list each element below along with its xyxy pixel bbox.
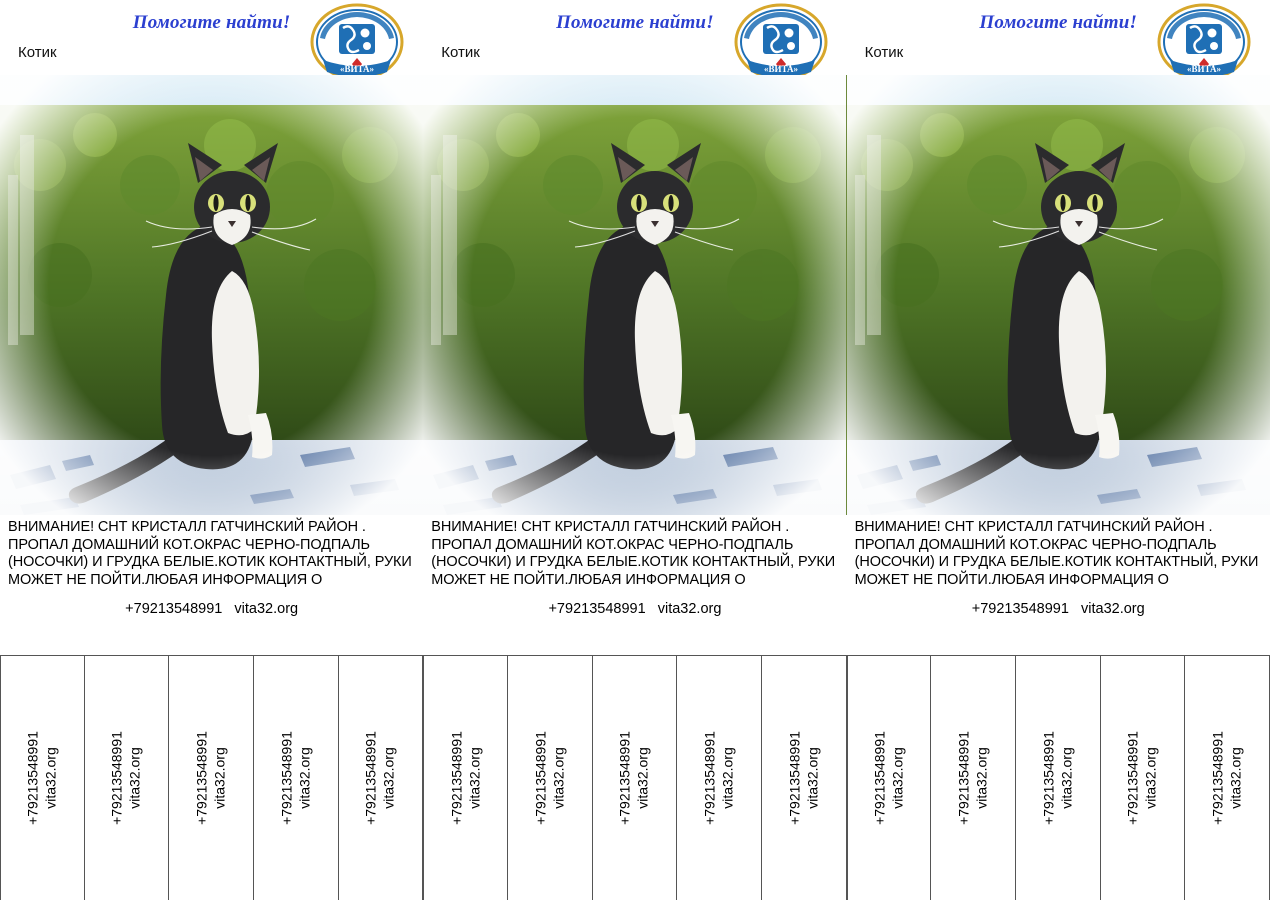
tear-off-tab-text bbox=[25, 731, 60, 825]
tear-off-site: vita32.org bbox=[549, 747, 566, 809]
tear-off-site: vita32.org bbox=[42, 747, 59, 809]
tear-off-tab-text bbox=[109, 731, 144, 825]
tear-off-site: vita32.org bbox=[973, 747, 990, 809]
flyer-contact: +79213548991 vita32.org bbox=[548, 601, 722, 618]
tear-off-tab-text bbox=[786, 731, 821, 825]
tear-off-phone: +79213548991 bbox=[448, 731, 465, 825]
flyer-copy-2 bbox=[423, 0, 846, 900]
cat-photo bbox=[0, 75, 423, 515]
tear-off-tab-text bbox=[278, 731, 313, 825]
tear-off-tab[interactable] bbox=[508, 656, 593, 900]
tear-off-tab[interactable] bbox=[1101, 656, 1186, 900]
tear-off-tab[interactable] bbox=[254, 656, 339, 900]
tear-off-site: vita32.org bbox=[465, 747, 482, 809]
tear-off-phone: +79213548991 bbox=[955, 731, 972, 825]
flyer-description: ВНИМАНИЕ! СНТ КРИСТАЛЛ ГАТЧИНСКИЙ РАЙОН . ПРОПАЛ ДОМАШНИЙ КОТ.ОКРАС ЧЕРНО-ПОДПАЛЬ (НОСОЧКИ) И ГРУДКА БЕЛЫЕ.КОТИК КОНТАКТНЫЙ, РУКИ МОЖЕТ НЕ ПОЙТИ.ЛЮБАЯ ИНФОРМАЦИЯ О bbox=[854, 519, 1259, 588]
svg-text:«ВИТА»: «ВИТА» bbox=[1186, 64, 1221, 74]
tear-off-strip-row bbox=[423, 655, 846, 900]
tear-off-tab-text bbox=[448, 731, 483, 825]
svg-text:«ВИТА»: «ВИТА» bbox=[340, 64, 375, 74]
tear-off-phone: +79213548991 bbox=[532, 731, 549, 825]
flyer-subtitle: Котик bbox=[441, 44, 480, 61]
tear-off-phone: +79213548991 bbox=[193, 731, 210, 825]
tear-off-tab[interactable] bbox=[1185, 656, 1270, 900]
flyer-header bbox=[423, 0, 846, 75]
tear-off-strip-row bbox=[847, 655, 1270, 900]
flyer-description: ВНИМАНИЕ! СНТ КРИСТАЛЛ ГАТЧИНСКИЙ РАЙОН . ПРОПАЛ ДОМАШНИЙ КОТ.ОКРАС ЧЕРНО-ПОДПАЛЬ (НОСОЧКИ) И ГРУДКА БЕЛЫЕ.КОТИК КОНТАКТНЫЙ, РУКИ МОЖЕТ НЕ ПОЙТИ.ЛЮБАЯ ИНФОРМАЦИЯ О bbox=[431, 519, 836, 588]
flyer-contact: +79213548991 vita32.org bbox=[971, 601, 1145, 618]
page-title: Помогите найти! bbox=[979, 12, 1138, 33]
tear-off-site: vita32.org bbox=[1057, 747, 1074, 809]
flyer-header bbox=[0, 0, 423, 75]
cat-photo bbox=[847, 75, 1270, 515]
flyer-description: ВНИМАНИЕ! СНТ КРИСТАЛЛ ГАТЧИНСКИЙ РАЙОН . ПРОПАЛ ДОМАШНИЙ КОТ.ОКРАС ЧЕРНО-ПОДПАЛЬ (НОСОЧКИ) И ГРУДКА БЕЛЫЕ.КОТИК КОНТАКТНЫЙ, РУКИ МОЖЕТ НЕ ПОЙТИ.ЛЮБАЯ ИНФОРМАЦИЯ О bbox=[8, 519, 412, 588]
tear-off-site: vita32.org bbox=[888, 747, 905, 809]
cat-photo bbox=[423, 75, 846, 515]
tear-off-tab[interactable] bbox=[931, 656, 1016, 900]
flyer-subtitle: Котик bbox=[864, 44, 904, 61]
tear-off-phone: +79213548991 bbox=[786, 731, 803, 825]
tear-off-tab-text bbox=[363, 731, 398, 825]
flyer-subtitle: Котик bbox=[18, 44, 57, 61]
flyer-copy-1 bbox=[0, 0, 423, 900]
tear-off-phone: +79213548991 bbox=[362, 731, 379, 825]
flyer-contact: +79213548991 vita32.org bbox=[125, 601, 299, 618]
tear-off-site: vita32.org bbox=[634, 747, 651, 809]
tear-off-site: vita32.org bbox=[380, 747, 397, 809]
tear-off-phone: +79213548991 bbox=[701, 731, 718, 825]
flyer-copy-3 bbox=[847, 0, 1270, 900]
tear-off-tab[interactable] bbox=[593, 656, 678, 900]
tear-off-tab[interactable] bbox=[677, 656, 762, 900]
tear-off-tab[interactable] bbox=[169, 656, 254, 900]
tear-off-site: vita32.org bbox=[295, 747, 312, 809]
tear-off-site: vita32.org bbox=[126, 747, 143, 809]
tear-off-tab-text bbox=[1210, 731, 1245, 825]
tear-off-tab[interactable] bbox=[0, 656, 85, 900]
page-title: Помогите найти! bbox=[556, 12, 714, 33]
tear-off-phone: +79213548991 bbox=[1124, 731, 1141, 825]
tear-off-tab[interactable] bbox=[85, 656, 170, 900]
tear-off-tab[interactable] bbox=[762, 656, 847, 900]
tear-off-tab[interactable] bbox=[847, 656, 932, 900]
tear-off-site: vita32.org bbox=[803, 747, 820, 809]
tear-off-tab-text bbox=[871, 731, 906, 825]
tear-off-phone: +79213548991 bbox=[1209, 731, 1226, 825]
svg-text:«ВИТА»: «ВИТА» bbox=[763, 64, 798, 74]
tear-off-tab-text bbox=[956, 731, 991, 825]
tear-off-tab[interactable] bbox=[339, 656, 424, 900]
tear-off-strip-row bbox=[0, 655, 423, 900]
tear-off-phone: +79213548991 bbox=[871, 731, 888, 825]
tear-off-tab[interactable] bbox=[1016, 656, 1101, 900]
tear-off-tab-text bbox=[617, 731, 652, 825]
tear-off-phone: +79213548991 bbox=[24, 731, 41, 825]
tear-off-site: vita32.org bbox=[1227, 747, 1244, 809]
tear-off-tab[interactable] bbox=[423, 656, 508, 900]
flyer-header bbox=[847, 0, 1270, 75]
tear-off-tab-text bbox=[702, 731, 737, 825]
page-title: Помогите найти! bbox=[132, 12, 291, 33]
tear-off-tab-text bbox=[1040, 731, 1075, 825]
tear-off-phone: +79213548991 bbox=[278, 731, 295, 825]
tear-off-tab-text bbox=[194, 731, 229, 825]
tear-off-phone: +79213548991 bbox=[1040, 731, 1057, 825]
tear-off-site: vita32.org bbox=[719, 747, 736, 809]
tear-off-phone: +79213548991 bbox=[108, 731, 125, 825]
tear-off-site: vita32.org bbox=[1142, 747, 1159, 809]
tear-off-phone: +79213548991 bbox=[616, 731, 633, 825]
tear-off-tab-text bbox=[1125, 731, 1160, 825]
tear-off-tab-text bbox=[532, 731, 567, 825]
tear-off-site: vita32.org bbox=[211, 747, 228, 809]
